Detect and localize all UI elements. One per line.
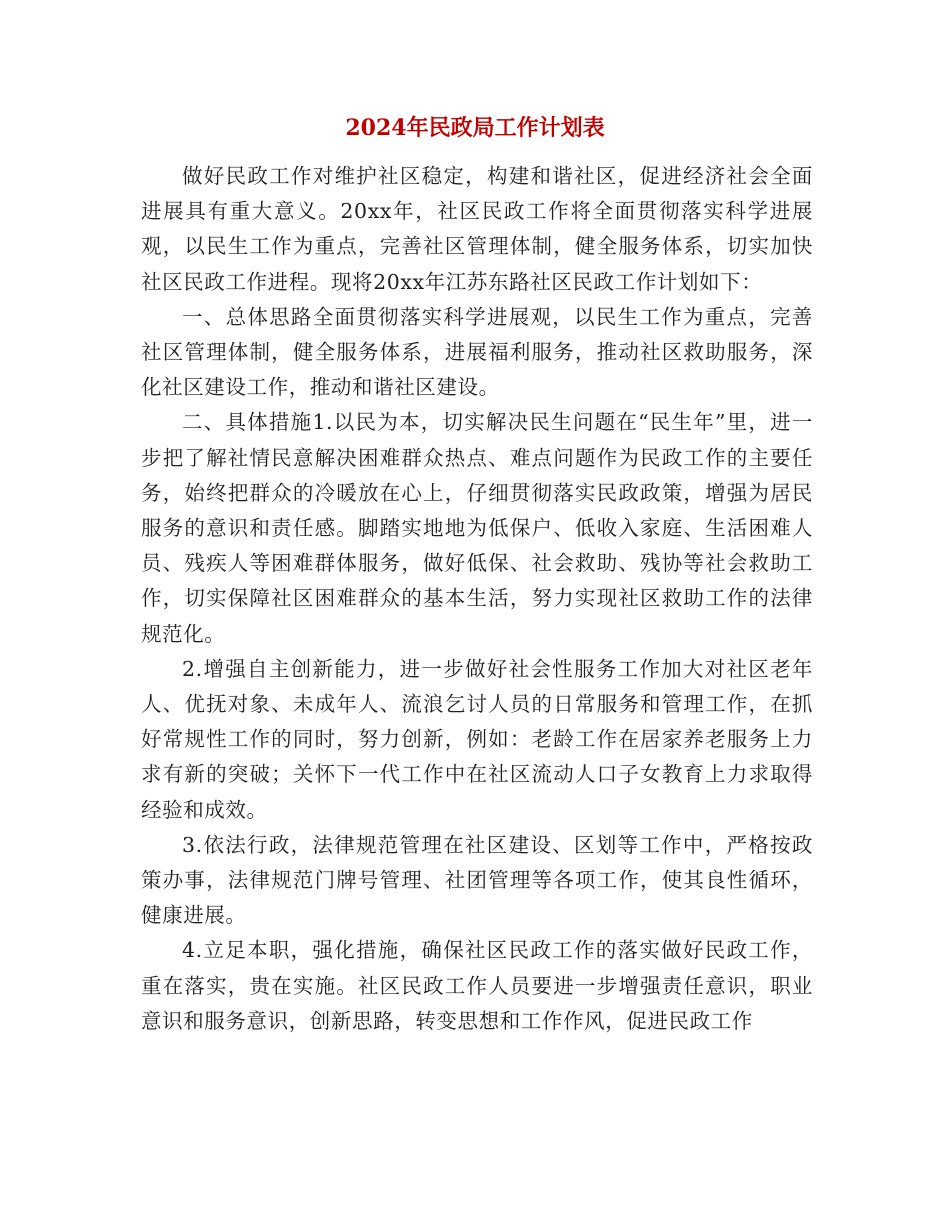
paragraph-specific-measures-1: 二、具体措施1.以民为本，切实解决民生问题在“民生年”里，进一步把了解社情民意解决困难群众热点、难点问题作为民政工作的主要任务，始终把群众的冷暖放在心上，仔细贯彻落实民政政策，增强为居民服务的意识和责任感。脚踏实地地为低保户、低收入家庭、生活困难人员、残疾人等困难群体服务，做好低保、社会救助、残协等社会救助工作，切实保障社区困难群众的基本生活，努力实现社区救助工作的法律规范化。	[141, 410, 813, 646]
paragraph-measure-4: 4.立足本职，强化措施，确保社区民政工作的落实做好民政工作，重在落实，贵在实施。社区民政工作人员要进一步增强责任意识，职业意识和服务意识，创新思路，转变思想和工作作风，促进民政工作	[141, 938, 813, 1033]
paragraph-overall-approach: 一、总体思路全面贯彻落实科学进展观，以民生工作为重点，完善社区管理体制，健全服务体系，进展福利服务，推动社区救助服务，深化社区建设工作，推动和谐社区建设。	[141, 304, 813, 400]
paragraph-measure-2: 2.增强自主创新能力，进一步做好社会性服务工作加大对社区老年人、优抚对象、未成年人、流浪乞讨人员的日常服务和管理工作，在抓好常规性工作的同时，努力创新，例如：老龄工作在居家养老服务上力求有新的突破；关怀下一代工作中在社区流动人口子女教育上力求取得经验和成效。	[141, 656, 813, 822]
paragraph-intro: 做好民政工作对维护社区稳定，构建和谐社区，促进经济社会全面进展具有重大意义。20xx年，社区民政工作将全面贯彻落实科学进展观，以民生工作为重点，完善社区管理体制，健全服务体系，切实加快社区民政工作进程。现将20xx年江苏东路社区民政工作计划如下：	[141, 164, 813, 294]
document-title: 2024年民政局工作计划表	[345, 115, 605, 141]
document-body	[141, 159, 813, 1039]
paragraph-measure-3: 3.依法行政，法律规范管理在社区建设、区划等工作中，严格按政策办事，法律规范门牌号管理、社团管理等各项工作，使其良性循环，健康进展。	[141, 832, 813, 928]
